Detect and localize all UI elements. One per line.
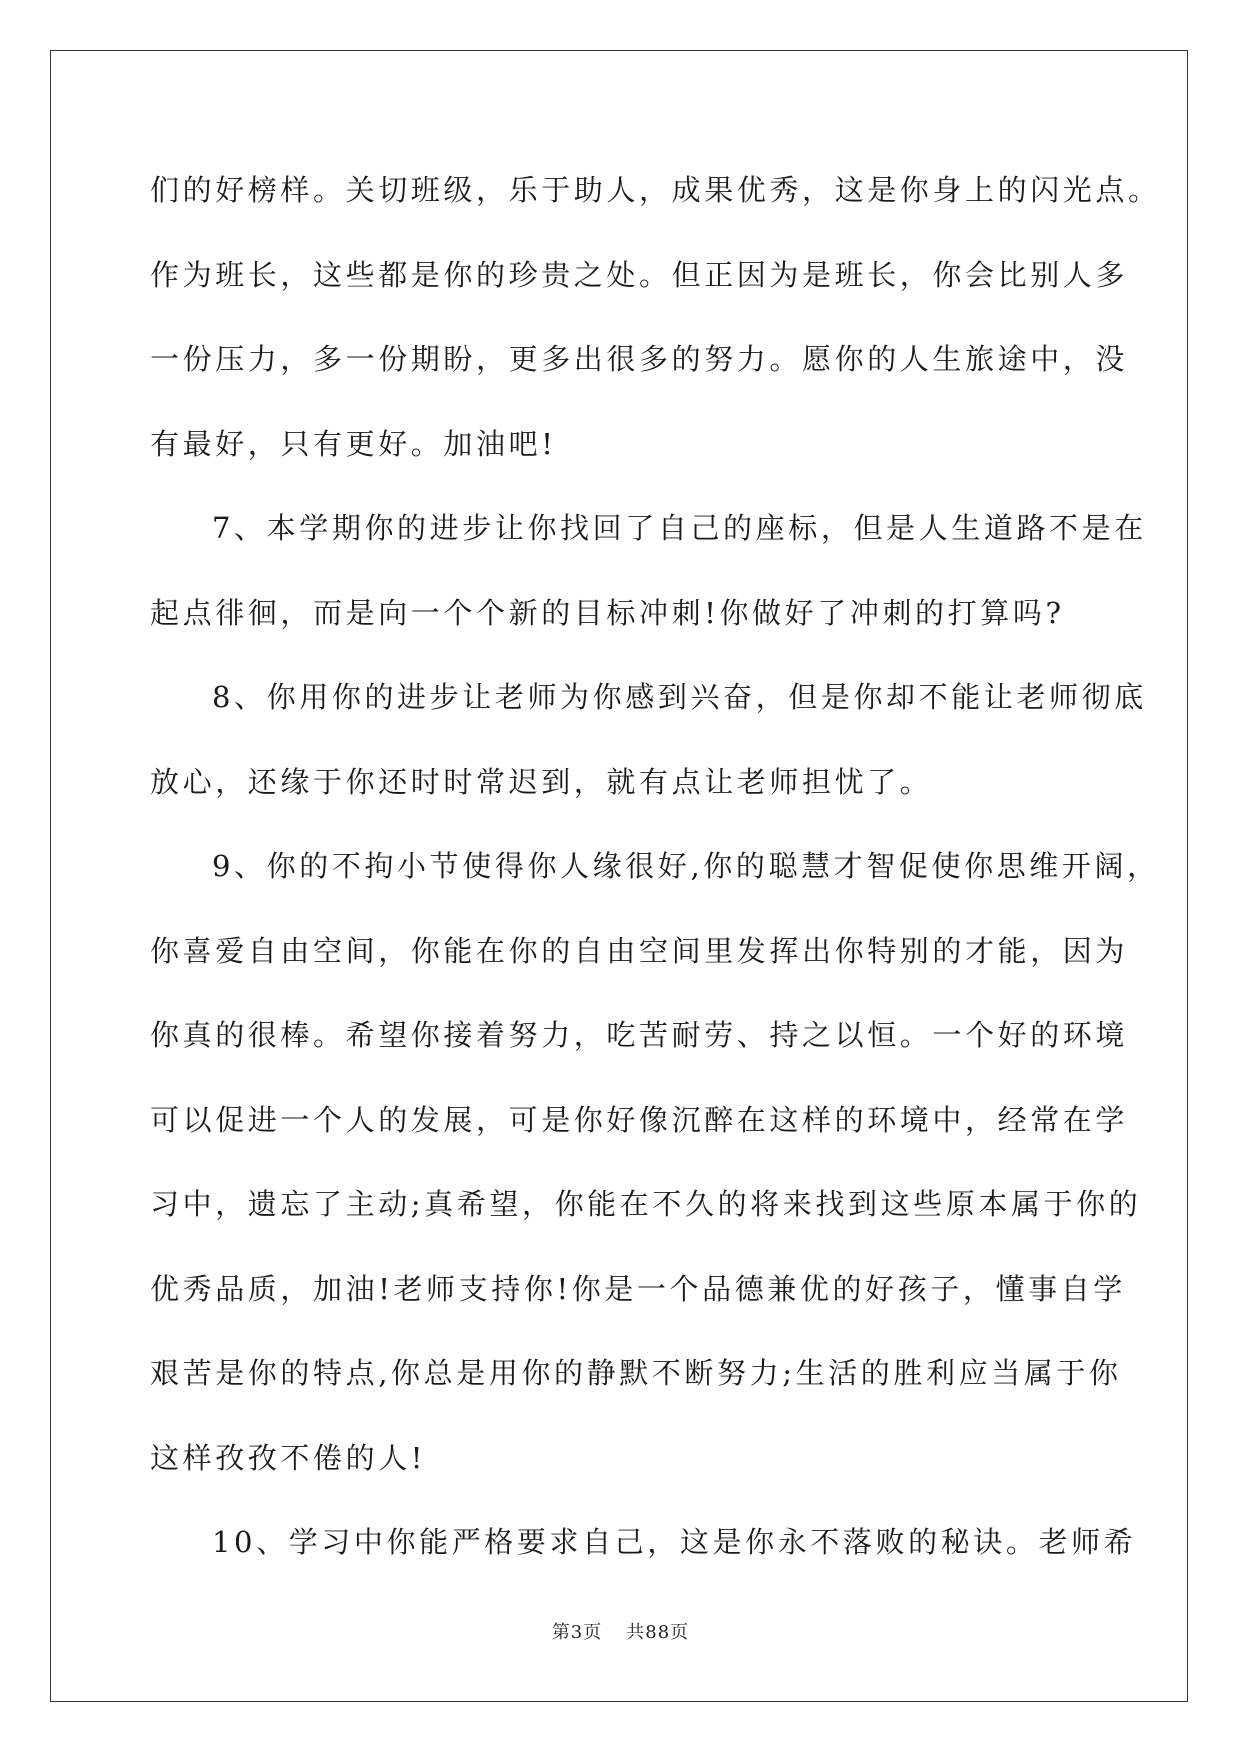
paragraph-start-7: 7、本学期你的进步让你找回了自己的座标，但是人生道路不是在 bbox=[212, 511, 1147, 545]
text-line: 作为班长，这些都是你的珍贵之处。但正因为是班长，你会比别人多 bbox=[150, 257, 1129, 292]
paragraph-start-8: 8、你用你的进步让老师为你感到兴奋，但是你却不能让老师彻底 bbox=[212, 680, 1147, 714]
page-footer bbox=[0, 1618, 1241, 1644]
page-number: 第3页 bbox=[551, 1622, 603, 1643]
text-line: 放心，还缘于你还时时常迟到，就有点让老师担忧了。 bbox=[150, 764, 933, 799]
text-line: 你喜爱自由空间，你能在你的自由空间里发挥出你特别的才能，因为 bbox=[150, 933, 1129, 968]
page-total: 共88页 bbox=[626, 1622, 690, 1643]
text-line: 可以促进一个人的发展，可是你好像沉醉在这样的环境中，经常在学 bbox=[150, 1102, 1129, 1137]
text-line: 你真的很棒。希望你接着努力，吃苦耐劳、持之以恒。一个好的环境 bbox=[150, 1018, 1129, 1052]
text-line: 起点徘徊，而是向一个个新的目标冲刺!你做好了冲刺的打算吗? bbox=[150, 595, 1065, 630]
text-line: 有最好，只有更好。加油吧! bbox=[150, 426, 557, 461]
paragraph-start-10: 10、学习中你能严格要求自己，这是你永不落败的秘诀。老师希 bbox=[212, 1525, 1137, 1559]
document-body bbox=[150, 148, 1161, 1585]
text-line: 一份压力，多一份期盼，更多出很多的努力。愿你的人生旅途中，没 bbox=[150, 342, 1129, 376]
text-line: 习中，遗忘了主动;真希望，你能在不久的将来找到这些原本属于你的 bbox=[150, 1187, 1142, 1221]
text-line: 优秀品质，加油!老师支持你!你是一个品德兼优的好孩子，懂事自学 bbox=[150, 1271, 1126, 1306]
paragraph-start-9: 9、你的不拘小节使得你人缘很好,你的聪慧才智促使你思维开阔， bbox=[212, 849, 1160, 883]
text-line: 艰苦是你的特点,你总是用你的静默不断努力;生活的胜利应当属于你 bbox=[150, 1356, 1122, 1390]
text-line: 们的好榜样。关切班级，乐于助人，成果优秀，这是你身上的闪光点。 bbox=[150, 173, 1161, 207]
text-line: 这样孜孜不倦的人! bbox=[150, 1440, 427, 1475]
